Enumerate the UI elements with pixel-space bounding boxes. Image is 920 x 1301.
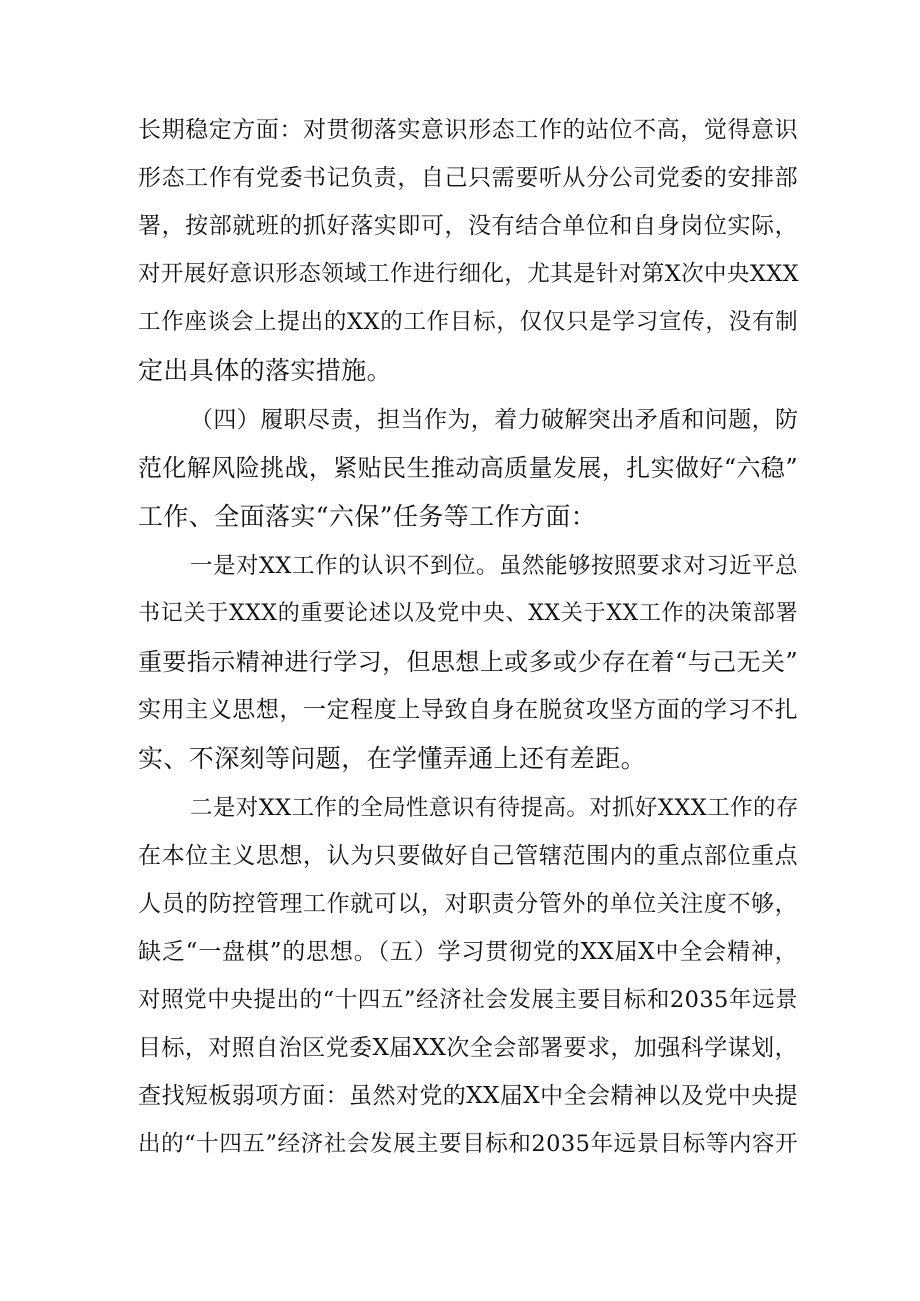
text-line-3: 署，按部就班的抓好落实即可，没有结合单位和自身岗位实际， — [138, 213, 798, 239]
text-line-22: 出的“十四五”经济社会发展主要目标和2035年远景目标等内容开 — [138, 1131, 798, 1157]
text-line-20: 目标，对照自治区党委X届XX次全会部署要求，加强科学谋划， — [138, 1035, 798, 1061]
text-line-19: 对照党中央提出的“十四五”经济社会发展主要目标和2035年远景 — [138, 987, 798, 1013]
text-line-21: 查找短板弱项方面：虽然对党的XX届X中全会精神以及党中央提 — [138, 1083, 798, 1109]
text-line-4: 对开展好意识形态领域工作进行细化，尤其是针对第X次中央XXX — [138, 261, 800, 287]
text-line-5: 工作座谈会上提出的XX的工作目标，仅仅只是学习宣传，没有制 — [138, 309, 798, 335]
text-line-9: 工作、全面落实“六保”任务等工作方面： — [138, 502, 597, 531]
text-line-1: 长期稳定方面：对贯彻落实意识形态工作的站位不高，觉得意识 — [138, 117, 798, 143]
text-line-14: 实、不深刻等问题，在学懂弄通上还有差距。 — [138, 744, 647, 773]
text-line-11: 书记关于XXX的重要论述以及党中央、XX关于XX工作的决策部署 — [138, 601, 798, 626]
text-line-13: 实用主义思想，一定程度上导致自身在脱贫攻坚方面的学习不扎 — [138, 697, 798, 723]
text-line-2: 形态工作有党委书记负责，自己只需要听从分公司党委的安排部 — [138, 165, 798, 191]
text-line-15: 二是对XX工作的全局性意识有待提高。对抓好XXX工作的存 — [190, 795, 799, 821]
text-line-16: 在本位主义思想，认为只要做好自己管辖范围内的重点部位重点 — [138, 843, 798, 869]
text-line-6: 定出具体的落实措施。 — [138, 356, 393, 385]
text-line-18: 缺乏“一盘棋”的思想。（五）学习贯彻党的XX届X中全会精神， — [138, 939, 798, 965]
text-line-12: 重要指示精神进行学习，但思想上或多或少存在着“与己无关” — [138, 648, 798, 676]
text-line-17: 人员的防控管理工作就可以，对职责分管外的单位关注度不够， — [138, 891, 798, 917]
text-line-10: 一是对XX工作的认识不到位。虽然能够按照要求对习近平总 — [190, 553, 798, 579]
text-line-7: （四）履职尽责，担当作为，着力破解突出矛盾和问题，防 — [190, 407, 799, 433]
text-line-8: 范化解风险挑战，紧贴民生推动高质量发展，扎实做好“六稳” — [138, 454, 798, 482]
